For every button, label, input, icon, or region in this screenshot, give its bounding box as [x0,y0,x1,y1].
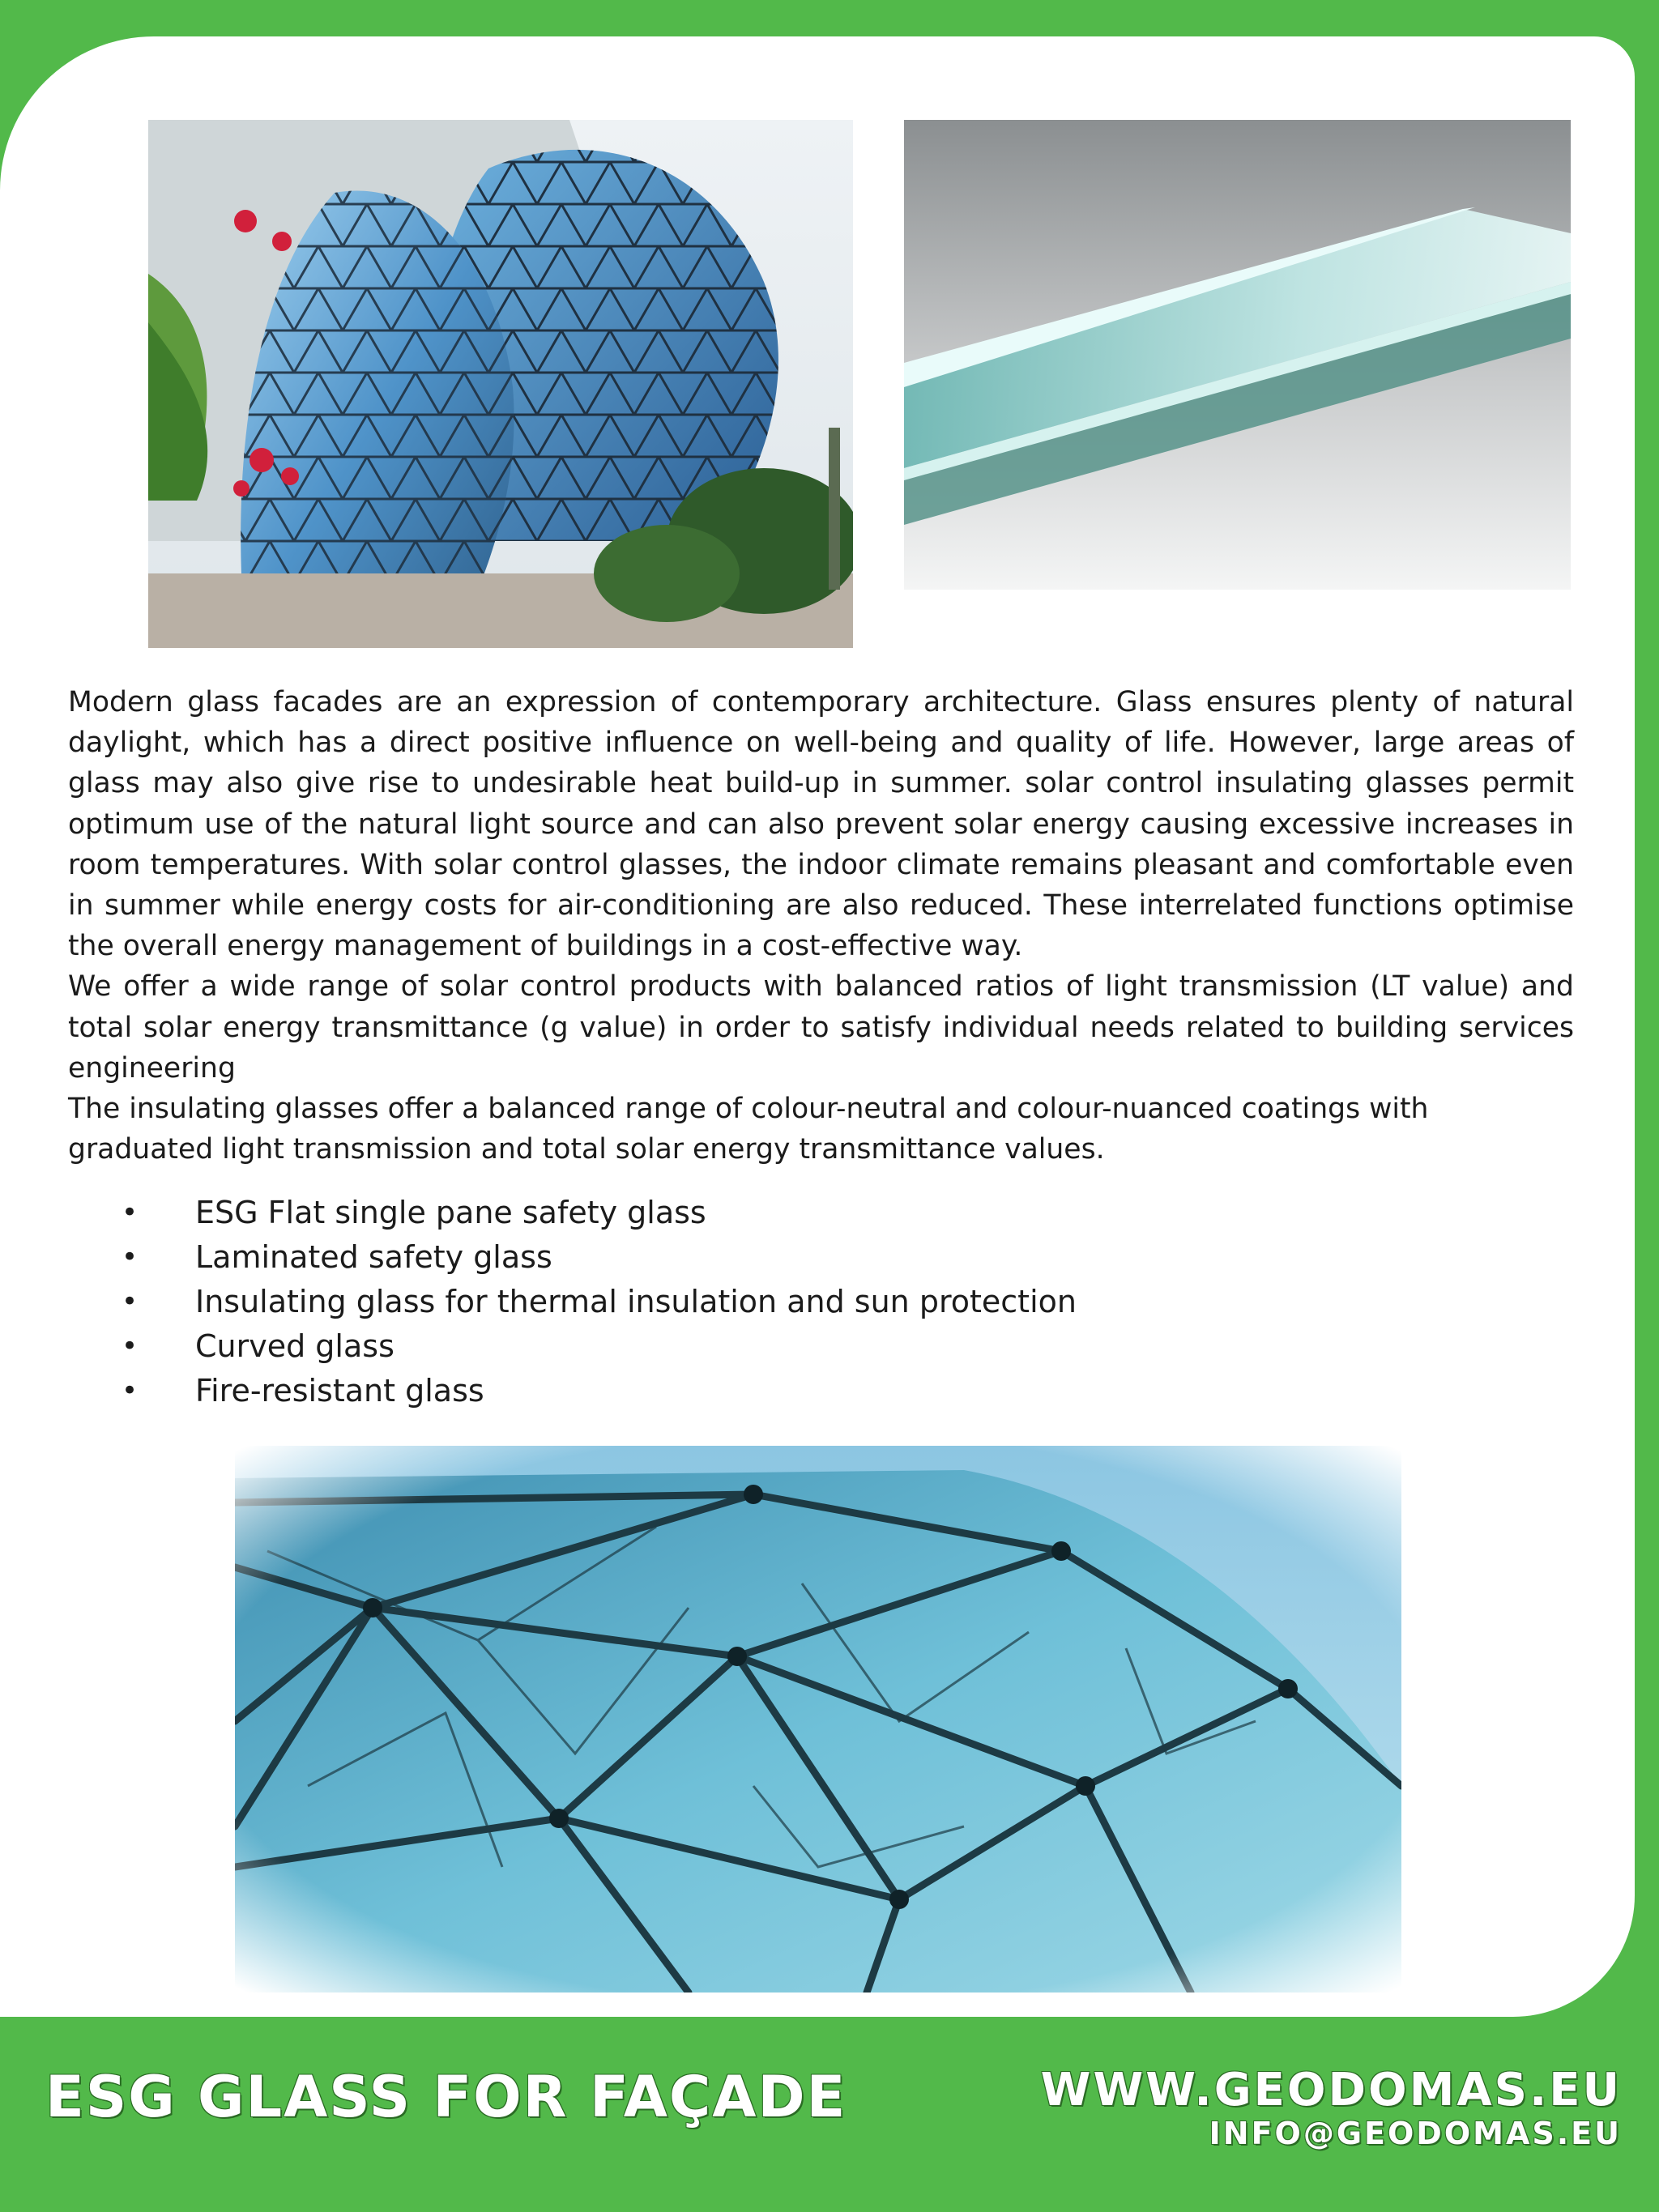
website-link[interactable]: WWW.GEODOMAS.EU [1040,2064,1622,2116]
description-paragraph: We offer a wide range of solar control products with balanced ratios of light transmission (LT value) and total solar energy transmittance (g value) in order to satisfy individual needs related to building services engineering [68,970,1574,1085]
product-list [122,1191,1077,1413]
list-item: • ESG Flat single pane safety glass [122,1191,1077,1235]
glass-dome-building-photo [148,120,853,648]
description-paragraph: Modern glass facades are an expression of contemporary architecture. Glass ensures plenty of natural daylight, which has a direct positive influence on well-being and quality of life. However, large areas of glass may also give rise to undesirable heat build-up in summer. solar control insulating glasses permit optimum use of the natural light source and can also prevent solar energy causing excessive increases in room temperatures. With solar control glasses, the indoor climate remains pleasant and comfortable even in summer while energy costs for air-conditioning are also reduced. These interrelated functions optimise the overall energy management of buildings in a cost-effective way. [68,686,1574,963]
list-item: • Laminated safety glass [122,1235,1077,1280]
list-item: • Insulating glass for thermal insulation and sun protection [122,1280,1077,1324]
glass-panes-photo [904,120,1571,590]
description-paragraph: The insulating glasses offer a balanced range of colour-neutral and colour-nuanced coatings with graduated light transmission and total solar energy transmittance values. [68,1093,1429,1166]
footer-title: ESG GLASS FOR FAÇADE [45,2064,847,2130]
email-link[interactable]: INFO@GEODOMAS.EU [1209,2116,1622,2151]
description-text [68,682,1574,1170]
list-item: • Curved glass [122,1324,1077,1369]
glass-roof-photo [235,1446,1401,1993]
list-item: • Fire-resistant glass [122,1369,1077,1413]
